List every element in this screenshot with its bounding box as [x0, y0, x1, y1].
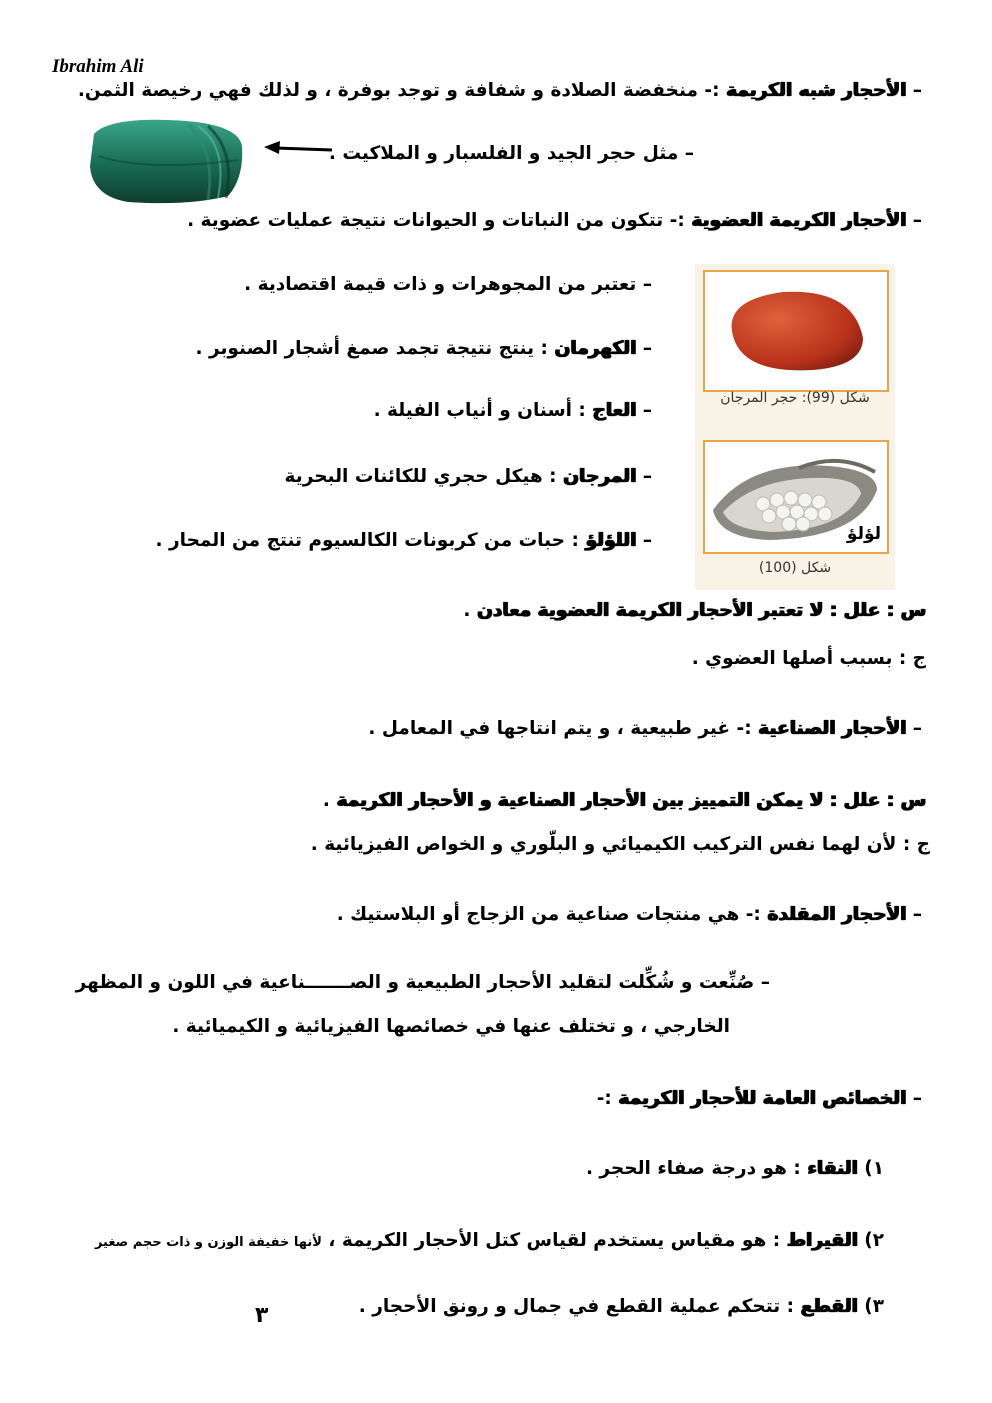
imitation-term: الأحجار المقلدة: [767, 904, 907, 925]
synthetic-term: الأحجار الصناعية: [758, 718, 907, 739]
coral-def: : هيكل حجري للكائنات البحرية: [284, 466, 557, 487]
property-cut: [359, 1296, 884, 1317]
property-carat: [95, 1230, 884, 1251]
ivory-line: – العاج : أسنان و أنياب الفيلة .: [373, 400, 652, 421]
synthetic-line: – الأحجار الصناعية :- غير طبيعية ، و يتم انتاجها في المعامل .: [368, 718, 922, 739]
organic-line: – الأحجار الكريمة العضوية :- تتكون من النباتات و الحيوانات نتيجة عمليات عضوية .: [187, 210, 922, 231]
property-carat-note: لأنها خفيفة الوزن و ذات حجم صغير: [94, 1235, 322, 1250]
coral-line: – المرجان : هيكل حجري للكائنات البحرية: [284, 466, 652, 487]
property-cut-def: : تتحكم عملية القطع في جمال و رونق الأحجار .: [358, 1296, 795, 1317]
arrow-left-icon: [262, 138, 334, 158]
coral-stone-image: [713, 286, 873, 376]
organic-value-text: تعتبر من المجوهرات و ذات قيمة اقتصادية .: [244, 274, 637, 295]
page-number: ٣: [255, 1303, 269, 1328]
malachite-image: [88, 116, 244, 206]
property-clarity-def: : هو درجة صفاء الحجر .: [585, 1158, 801, 1179]
pearl-figure: [695, 436, 895, 590]
property-carat-number: ٢): [864, 1230, 884, 1251]
answer-2: ج : لأن لهما نفس التركيب الكيميائي و البلّوري و الخواص الفيزيائية .: [310, 834, 930, 855]
coral-figure: [695, 264, 895, 444]
properties-heading: – الخصائص العامة للأحجار الكريمة :-: [596, 1088, 922, 1109]
question-1-text: علل : لا تعتبر الأحجار الكريمة العضوية معادن: [476, 600, 881, 621]
pearl-def: : حبات من كربونات الكالسيوم تنتج من المحار .: [155, 530, 579, 551]
ivory-term: العاج: [592, 400, 637, 421]
organic-term: الأحجار الكريمة العضوية: [691, 210, 907, 231]
question-2: [323, 790, 926, 811]
imitation-detail-2: الخارجي ، و تختلف عنها في خصائصها الفيزيائية و الكيميائية .: [172, 1016, 730, 1037]
author-name: Ibrahim Ali: [52, 56, 144, 77]
semi-precious-example-text: مثل حجر الجيد و الفلسبار و الملاكيت .: [328, 143, 679, 164]
property-clarity-term: النقاء: [807, 1158, 858, 1179]
question-2-prefix: س :: [886, 790, 926, 811]
coral-caption: شكل (99): حجر المرجان: [720, 390, 870, 406]
semi-precious-term: الأحجار شبه الكريمة: [725, 80, 907, 101]
imitation-detail-1: – صُنِّعت و شُكِّلت لتقليد الأحجار الطبيعية و الصـــــــناعية في اللون و المظهر: [75, 972, 770, 993]
semi-precious-line: – الأحجار شبه الكريمة :- منخفضة الصلادة و شفافة و توجد بوفرة ، و لذلك فهي رخيصة الثمن.: [77, 80, 922, 101]
amber-term: الكهرمان: [554, 338, 637, 359]
question-2-end: .: [322, 790, 330, 811]
organic-value-line: – تعتبر من المجوهرات و ذات قيمة اقتصادية .: [244, 274, 652, 295]
pearl-caption: شكل (100): [758, 560, 832, 576]
property-carat-def: : هو مقياس يستخدم لقياس كتل الأحجار الكريمة ،: [328, 1230, 781, 1251]
properties-term: الخصائص العامة للأحجار الكريمة: [618, 1088, 907, 1109]
amber-def: : ينتج نتيجة تجمد صمغ أشجار الصنوبر .: [195, 338, 548, 359]
property-clarity: [586, 1158, 884, 1179]
property-cut-number: ٣): [864, 1296, 884, 1317]
question-1-end: .: [463, 600, 471, 621]
question-2-text: علل : لا يمكن التمييز بين الأحجار الصناعية و الأحجار الكريمة: [336, 790, 881, 811]
imitation-def: :- هي منتجات صناعية من الزجاج أو البلاستيك .: [336, 904, 761, 925]
question-1-prefix: س :: [886, 600, 926, 621]
amber-line: – الكهرمان : ينتج نتيجة تجمد صمغ أشجار الصنوبر .: [195, 338, 652, 359]
answer-1: ج : بسبب أصلها العضوي .: [691, 648, 926, 669]
pearl-line: – اللؤلؤ : حبات من كربونات الكالسيوم تنتج من المحار .: [155, 530, 652, 551]
pearl-term: اللؤلؤ: [585, 530, 637, 551]
property-clarity-number: ١): [864, 1158, 884, 1179]
property-carat-term: القيراط: [786, 1230, 858, 1251]
ivory-def: : أسنان و أنياب الفيلة .: [373, 400, 586, 421]
pearl-label: لؤلؤ: [846, 524, 881, 544]
synthetic-def: :- غير طبيعية ، و يتم انتاجها في المعامل .: [368, 718, 752, 739]
question-1: [463, 600, 926, 621]
coral-term: المرجان: [563, 466, 637, 487]
organic-def: :- تتكون من النباتات و الحيوانات نتيجة عمليات عضوية .: [187, 210, 685, 231]
property-cut-term: القطع: [800, 1296, 858, 1317]
semi-precious-def: :- منخفضة الصلادة و شفافة و توجد بوفرة ، و لذلك فهي رخيصة الثمن.: [77, 80, 720, 101]
properties-suffix: :-: [596, 1088, 612, 1109]
imitation-line: – الأحجار المقلدة :- هي منتجات صناعية من الزجاج أو البلاستيك .: [336, 904, 922, 925]
semi-precious-example: – مثل حجر الجيد و الفلسبار و الملاكيت .: [328, 143, 694, 164]
